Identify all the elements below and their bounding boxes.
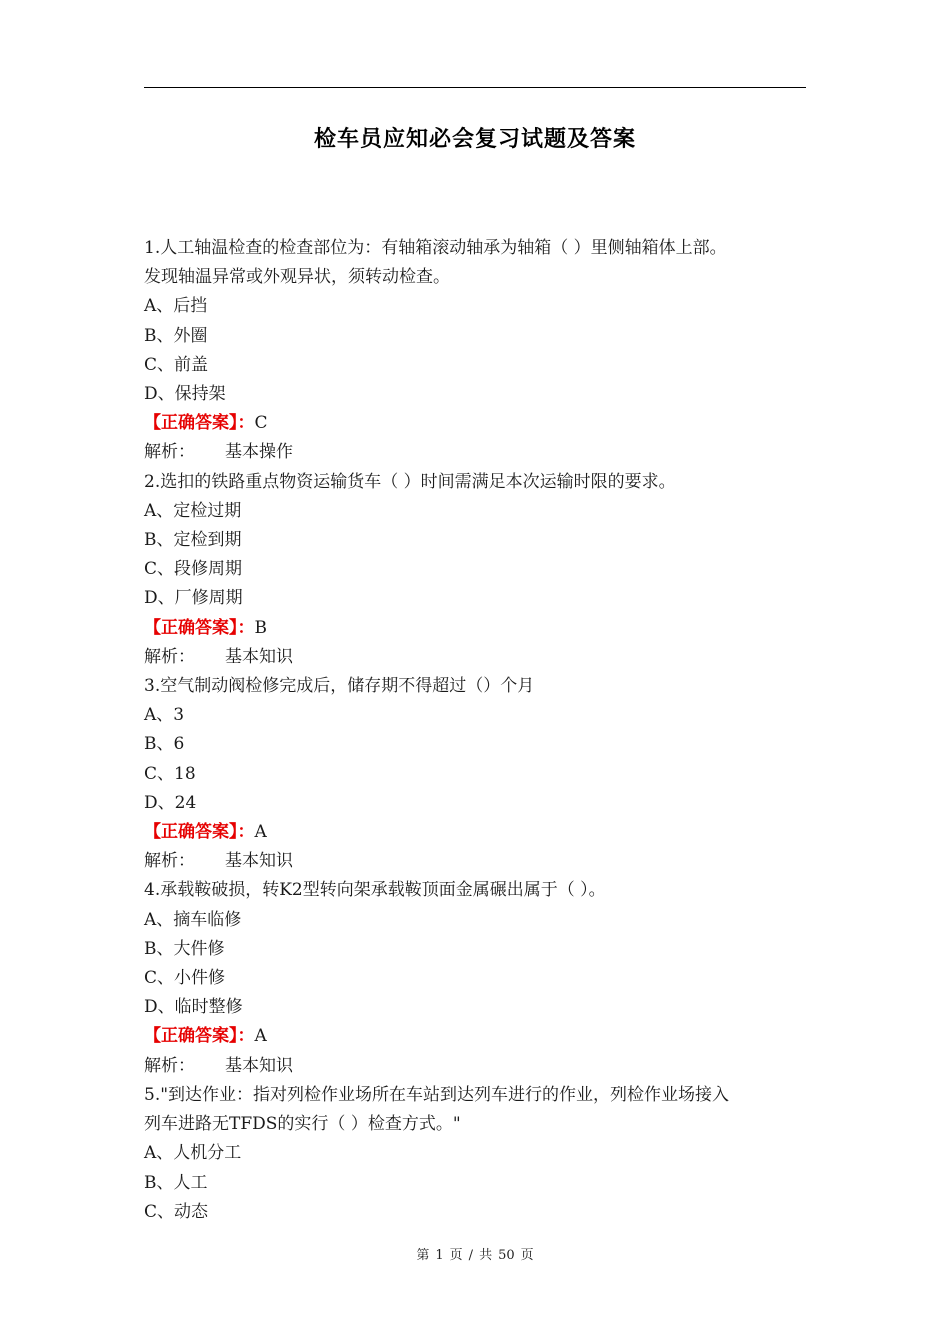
- analysis-label: 解析：: [144, 1055, 195, 1076]
- question-block: [144, 234, 806, 468]
- analysis-line: [144, 643, 806, 672]
- answer-line: [144, 409, 806, 438]
- analysis-label: 解析：: [144, 442, 195, 463]
- analysis-label: 解析：: [144, 646, 195, 667]
- option-b: B、外圈: [144, 325, 208, 346]
- analysis-line: [144, 438, 806, 467]
- answer-line: [144, 614, 806, 643]
- document-body: [144, 234, 806, 1227]
- answer-label: 【正确答案】：: [144, 617, 255, 638]
- answer-value: A: [254, 822, 267, 843]
- footer-total-suffix: 页: [520, 1248, 534, 1263]
- option-b: B、大件修: [144, 938, 225, 959]
- question-stem: 发现轴温异常或外观异状，须转动检查。: [144, 267, 450, 288]
- current-page: 1: [435, 1248, 444, 1263]
- question-block: [144, 468, 806, 672]
- question-stem: 2.选扣的铁路重点物资运输货车（ ）时间需满足本次运输时限的要求。: [144, 471, 676, 492]
- option-c: C、段修周期: [144, 559, 243, 580]
- answer-label: 【正确答案】：: [144, 1026, 255, 1047]
- answer-label: 【正确答案】：: [144, 413, 255, 434]
- page-title: 检车员应知必会复习试题及答案: [313, 127, 636, 152]
- question-block: [144, 876, 806, 1080]
- option-c: C、动态: [144, 1201, 209, 1222]
- option-a: A、人机分工: [144, 1143, 242, 1164]
- option-c: C、小件修: [144, 968, 226, 989]
- answer-value: C: [254, 413, 268, 434]
- analysis-value: 基本知识: [225, 646, 293, 667]
- total-pages: 50: [498, 1248, 515, 1263]
- option-b: B、定检到期: [144, 530, 242, 551]
- footer-prefix: 第: [416, 1248, 430, 1263]
- analysis-line: [144, 1052, 806, 1081]
- analysis-value: 基本操作: [225, 442, 293, 463]
- option-d: D、24: [144, 792, 197, 813]
- option-c: C、18: [144, 763, 196, 784]
- answer-value: A: [254, 1026, 267, 1047]
- question-stem: 列车进路无TFDS的实行（ ）检查方式。": [144, 1114, 461, 1135]
- footer-separator: /: [468, 1248, 474, 1263]
- footer-page-word: 页: [449, 1248, 463, 1263]
- analysis-value: 基本知识: [225, 851, 293, 872]
- analysis-value: 基本知识: [225, 1055, 293, 1076]
- option-d: D、保持架: [144, 384, 226, 405]
- question-stem: 4.承载鞍破损，转K2型转向架承载鞍顶面金属碾出属于（ ）。: [144, 880, 606, 901]
- analysis-line: [144, 847, 806, 876]
- answer-line: [144, 1022, 806, 1051]
- option-c: C、前盖: [144, 354, 209, 375]
- footer-total-prefix: 共: [479, 1248, 493, 1263]
- header-rule: [144, 87, 806, 88]
- answer-line: [144, 818, 806, 847]
- option-b: B、6: [144, 734, 185, 755]
- question-stem: 5."到达作业：指对列检作业场所在车站到达列车进行的作业，列检作业场接入: [144, 1084, 730, 1105]
- analysis-label: 解析：: [144, 851, 195, 872]
- option-a: A、摘车临修: [144, 909, 242, 930]
- question-block: [144, 672, 806, 876]
- option-d: D、临时整修: [144, 997, 243, 1018]
- option-a: A、定检过期: [144, 500, 242, 521]
- question-stem: 1.人工轴温检查的检查部位为：有轴箱滚动轴承为轴箱（ ）里侧轴箱体上部。: [144, 238, 727, 258]
- question-stem: 3.空气制动阀检修完成后，储存期不得超过（）个月: [144, 676, 535, 697]
- answer-label: 【正确答案】：: [144, 822, 255, 843]
- question-block: [144, 1081, 806, 1227]
- option-a: A、后挡: [144, 296, 208, 317]
- page-footer: [0, 1244, 950, 1263]
- option-b: B、人工: [144, 1172, 208, 1193]
- option-d: D、厂修周期: [144, 588, 243, 609]
- option-a: A、3: [144, 705, 185, 726]
- answer-value: B: [254, 617, 267, 638]
